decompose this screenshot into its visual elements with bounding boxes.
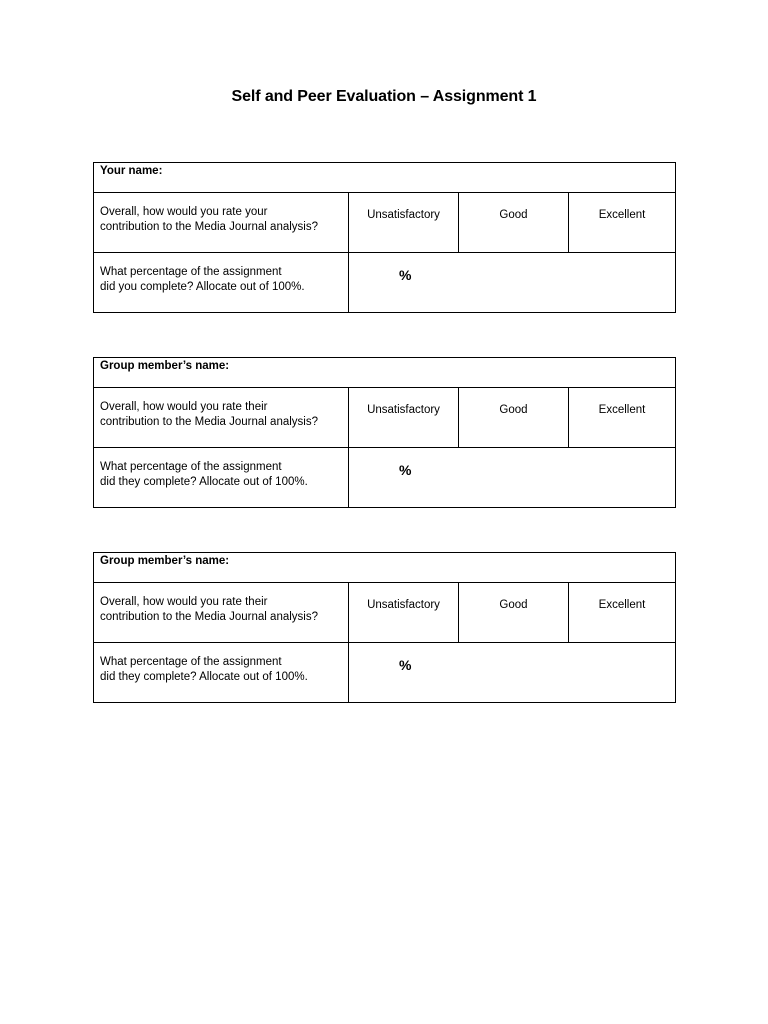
percent-sign: %	[399, 462, 412, 478]
name-label: Your name:	[100, 165, 163, 177]
percentage-question-line-1: What percentage of the assignment	[100, 266, 282, 278]
name-row	[94, 163, 676, 193]
name-label: Group member’s name:	[100, 360, 230, 372]
percentage-question-line-1: What percentage of the assignment	[100, 656, 282, 668]
rating-option-label: Good	[499, 209, 528, 221]
rating-question-line-1: Overall, how would you rate their	[100, 596, 268, 608]
rating-option-unsatisfactory[interactable]	[349, 388, 459, 448]
rating-question	[100, 205, 348, 235]
rating-question-cell	[94, 388, 349, 448]
name-row	[94, 553, 676, 583]
percentage-question-cell	[94, 643, 349, 703]
rating-question-line-2: contribution to the Media Journal analysis?	[100, 416, 318, 428]
percentage-question-cell	[94, 448, 349, 508]
rating-option-good[interactable]	[459, 193, 569, 253]
percent-sign: %	[399, 657, 412, 673]
self-evaluation-table	[93, 162, 676, 313]
percentage-row	[94, 253, 676, 313]
rating-option-excellent[interactable]	[569, 388, 676, 448]
rating-option-label: Good	[499, 599, 528, 611]
rating-option-unsatisfactory[interactable]	[349, 193, 459, 253]
rating-question-cell	[94, 193, 349, 253]
rating-question	[100, 400, 348, 430]
rating-option-label: Unsatisfactory	[367, 599, 440, 611]
rating-option-good[interactable]	[459, 388, 569, 448]
rating-question-line-1: Overall, how would you rate your	[100, 206, 268, 218]
percentage-question-line-1: What percentage of the assignment	[100, 461, 282, 473]
rating-option-label: Excellent	[598, 209, 646, 221]
rating-option-label: Unsatisfactory	[367, 209, 440, 221]
rating-row	[94, 388, 676, 448]
percentage-input-cell[interactable]	[349, 448, 676, 508]
name-field[interactable]	[94, 163, 676, 193]
percentage-question-line-2: did they complete? Allocate out of 100%.	[100, 671, 308, 683]
percentage-question-cell	[94, 253, 349, 313]
rating-question	[100, 595, 348, 625]
percentage-question	[100, 655, 348, 685]
name-field[interactable]	[94, 553, 676, 583]
percentage-question	[100, 460, 348, 490]
percentage-row	[94, 643, 676, 703]
percentage-input-cell[interactable]	[349, 643, 676, 703]
rating-option-excellent[interactable]	[569, 193, 676, 253]
percentage-question-line-2: did they complete? Allocate out of 100%.	[100, 476, 308, 488]
rating-option-label: Excellent	[598, 404, 646, 416]
rating-question-line-2: contribution to the Media Journal analysis?	[100, 221, 318, 233]
peer-evaluation-table-1	[93, 357, 676, 508]
name-row	[94, 358, 676, 388]
peer-evaluation-table-2	[93, 552, 676, 703]
rating-question-line-1: Overall, how would you rate their	[100, 401, 268, 413]
rating-option-label: Unsatisfactory	[367, 404, 440, 416]
percentage-question	[100, 265, 348, 295]
rating-row	[94, 193, 676, 253]
name-field[interactable]	[94, 358, 676, 388]
page-title: Self and Peer Evaluation – Assignment 1	[231, 88, 537, 105]
percentage-question-line-2: did you complete? Allocate out of 100%.	[100, 281, 305, 293]
rating-option-label: Excellent	[598, 599, 646, 611]
rating-row	[94, 583, 676, 643]
rating-option-good[interactable]	[459, 583, 569, 643]
percentage-input-cell[interactable]	[349, 253, 676, 313]
rating-option-unsatisfactory[interactable]	[349, 583, 459, 643]
rating-question-line-2: contribution to the Media Journal analysis?	[100, 611, 318, 623]
percentage-row	[94, 448, 676, 508]
rating-option-label: Good	[499, 404, 528, 416]
rating-option-excellent[interactable]	[569, 583, 676, 643]
percent-sign: %	[399, 267, 412, 283]
name-label: Group member’s name:	[100, 555, 230, 567]
rating-question-cell	[94, 583, 349, 643]
